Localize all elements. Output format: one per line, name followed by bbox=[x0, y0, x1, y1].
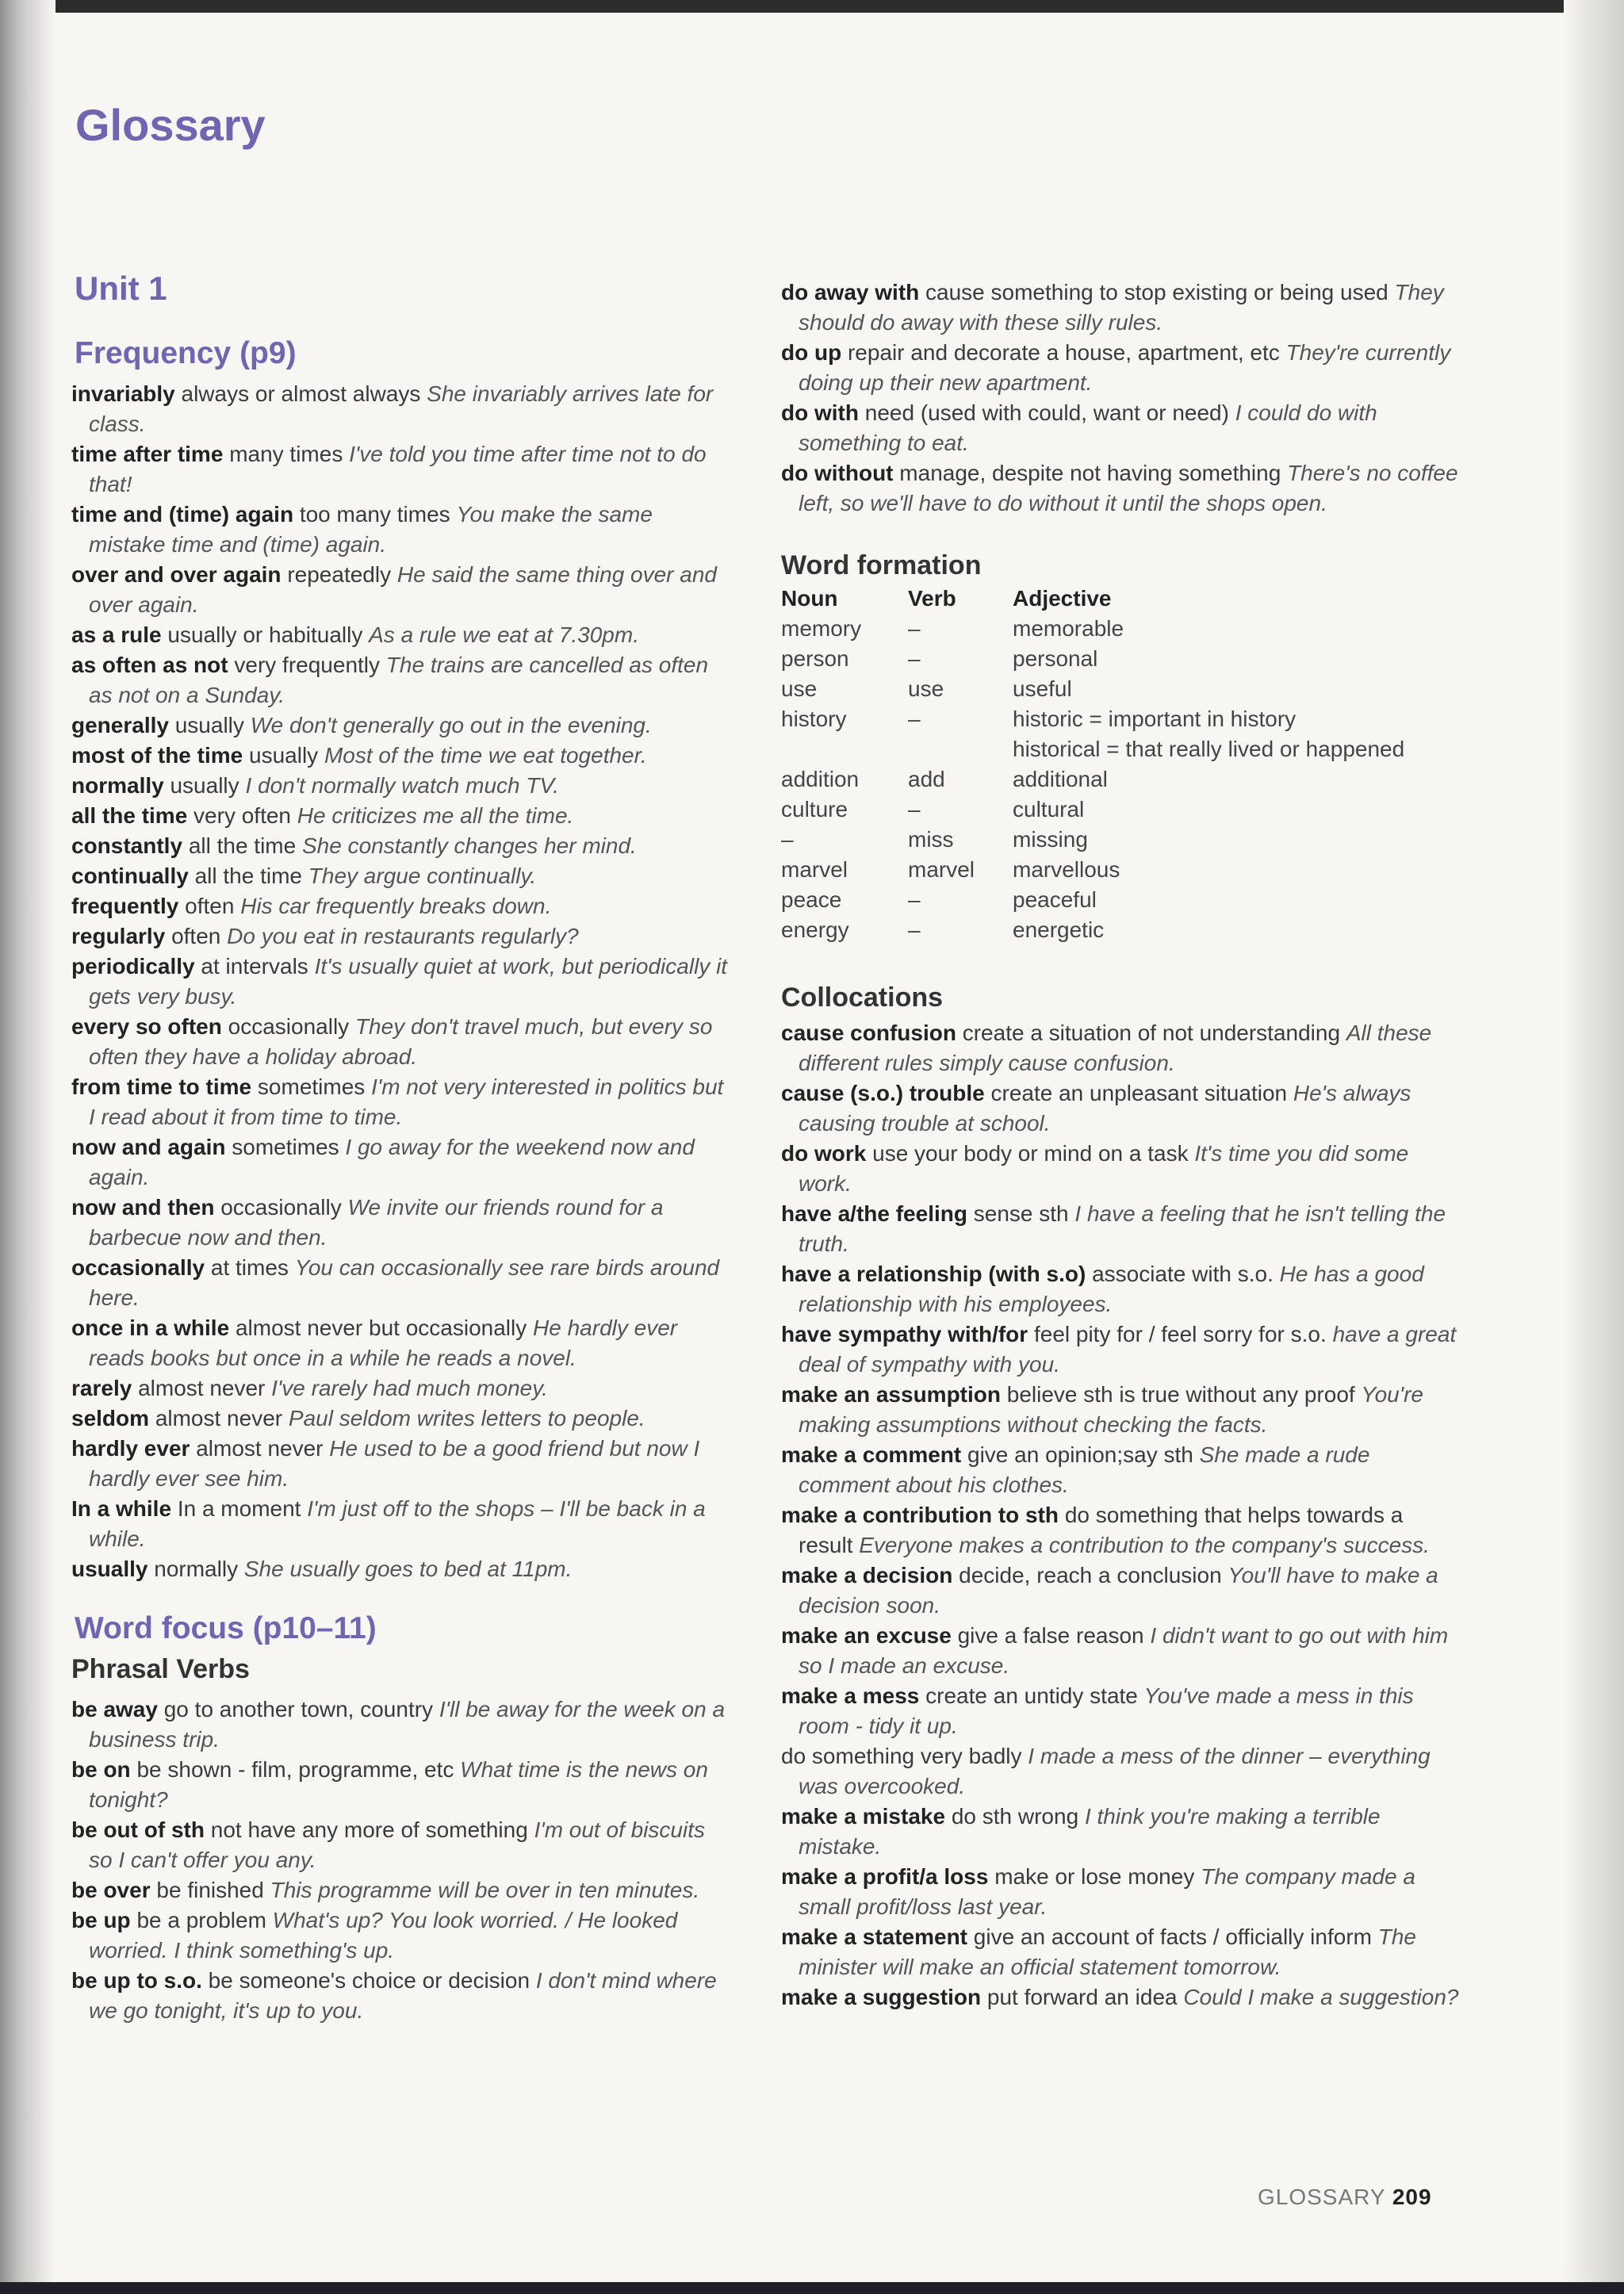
entry-example: It's usually quiet at work, but periodically it gets very busy. bbox=[89, 954, 728, 1009]
entry-example: This programme will be over in ten minutes. bbox=[270, 1878, 700, 1902]
entry-term: from time to time bbox=[71, 1074, 252, 1099]
verb-cell: – bbox=[908, 707, 921, 731]
entry-example: Most of the time we eat together. bbox=[324, 743, 647, 768]
entry-definition: give an account of facts / officially inform bbox=[973, 1924, 1372, 1949]
entry-term: usually bbox=[71, 1557, 148, 1581]
glossary-entry bbox=[71, 620, 730, 650]
frequency-heading: Frequency (p9) bbox=[75, 336, 297, 370]
page-title: Glossary bbox=[75, 100, 266, 150]
word-focus-heading: Word focus (p10–11) bbox=[75, 1611, 377, 1645]
entry-example: Paul seldom writes letters to people. bbox=[288, 1406, 645, 1430]
entry-example: He has a good relationship with his employees. bbox=[799, 1262, 1424, 1316]
glossary-entry bbox=[781, 1561, 1463, 1621]
entry-example: I have a feeling that he isn't telling the truth. bbox=[799, 1201, 1446, 1256]
entry-term: now and then bbox=[71, 1195, 215, 1220]
glossary-entry bbox=[71, 1755, 730, 1815]
collocations-heading: Collocations bbox=[781, 982, 944, 1013]
entry-example: He used to be a good friend but now I hardly ever see him. bbox=[89, 1436, 700, 1491]
entry-example: I don't mind where we go tonight, it's up to you. bbox=[89, 1968, 717, 2023]
entry-example: I could do with something to eat. bbox=[799, 400, 1377, 455]
entry-term: all the time bbox=[71, 803, 188, 828]
glossary-entry bbox=[71, 1494, 730, 1554]
glossary-entry bbox=[781, 398, 1463, 458]
entry-example: I'm out of biscuits so I can't offer you any. bbox=[89, 1817, 705, 1872]
entry-example: As a rule we eat at 7.30pm. bbox=[369, 622, 639, 647]
unit-heading: Unit 1 bbox=[75, 270, 167, 307]
entry-definition: not have any more of something bbox=[210, 1817, 528, 1842]
glossary-entry bbox=[781, 1802, 1463, 1862]
entry-example: We don't generally go out in the evening. bbox=[250, 713, 652, 737]
book-spine-shadow bbox=[0, 0, 56, 2294]
entry-term: seldom bbox=[71, 1406, 150, 1430]
glossary-entry bbox=[781, 458, 1463, 519]
glossary-entry bbox=[781, 1621, 1463, 1681]
noun-cell: history bbox=[781, 707, 847, 731]
glossary-entry bbox=[71, 1695, 730, 1755]
do-entries bbox=[781, 278, 1463, 519]
entry-term: cause (s.o.) trouble bbox=[781, 1081, 985, 1105]
entry-example: She made a rude comment about his clothes. bbox=[799, 1442, 1370, 1497]
entry-term: make a suggestion bbox=[781, 1985, 982, 2009]
glossary-entry bbox=[781, 1319, 1463, 1380]
entry-term: make a comment bbox=[781, 1442, 962, 1467]
entry-definition: believe sth is true without any proof bbox=[1006, 1382, 1355, 1407]
page-number: 209 bbox=[1392, 2185, 1432, 2209]
column-header-noun: Noun bbox=[781, 586, 838, 611]
entry-term: time and (time) again bbox=[71, 502, 294, 527]
entry-definition: sometimes bbox=[257, 1074, 366, 1099]
table-row bbox=[781, 616, 1457, 646]
entry-term: constantly bbox=[71, 833, 183, 858]
entry-definition: sense sth bbox=[973, 1201, 1069, 1226]
entry-definition: repeatedly bbox=[287, 562, 392, 587]
entry-definition: usually bbox=[249, 743, 319, 768]
table-row bbox=[781, 917, 1457, 948]
glossary-entry bbox=[781, 1922, 1463, 1982]
entry-definition: usually bbox=[174, 713, 244, 737]
glossary-entry bbox=[781, 1259, 1463, 1319]
entry-definition: repair and decorate a house, apartment, etc bbox=[847, 340, 1280, 365]
glossary-entry bbox=[781, 1018, 1463, 1078]
entry-definition: occasionally bbox=[220, 1195, 342, 1220]
glossary-entry bbox=[71, 1434, 730, 1494]
noun-cell: marvel bbox=[781, 857, 848, 882]
entry-term: make a mess bbox=[781, 1683, 920, 1708]
entry-definition: almost never bbox=[138, 1376, 266, 1400]
entry-definition: give an opinion;say sth bbox=[967, 1442, 1193, 1467]
entry-definition: give a false reason bbox=[957, 1623, 1144, 1648]
entry-term: make a contribution to sth bbox=[781, 1503, 1059, 1527]
entry-example: I've rarely had much money. bbox=[271, 1376, 548, 1400]
entry-example: Everyone makes a contribution to the company's success. bbox=[859, 1533, 1430, 1557]
glossary-entry bbox=[71, 741, 730, 771]
entry-example: They're currently doing up their new apartment. bbox=[799, 340, 1451, 395]
entry-definition: decide, reach a conclusion bbox=[959, 1563, 1222, 1587]
glossary-entry bbox=[781, 1380, 1463, 1440]
entry-term: have a relationship (with s.o) bbox=[781, 1262, 1086, 1286]
entry-definition: feel pity for / feel sorry for s.o. bbox=[1033, 1322, 1327, 1346]
page-top-edge bbox=[0, 0, 1624, 13]
entry-example: He hardly ever reads books but once in a while he reads a novel. bbox=[89, 1316, 678, 1370]
entry-definition: create a situation of not understanding bbox=[962, 1021, 1341, 1045]
glossary-entry bbox=[71, 921, 730, 952]
noun-cell: – bbox=[781, 827, 794, 852]
entry-example: I go away for the weekend now and again. bbox=[89, 1135, 695, 1189]
entry-term: every so often bbox=[71, 1014, 222, 1039]
entry-term: make a mistake bbox=[781, 1804, 946, 1829]
entry-term: do without bbox=[781, 461, 894, 485]
entry-example: You make the same mistake time and (time) again. bbox=[89, 502, 653, 557]
entry-term: be over bbox=[71, 1878, 151, 1902]
entry-example: I've told you time after time not to do that! bbox=[89, 442, 707, 496]
entry-example: There's no coffee left, so we'll have to do without it until the shops open. bbox=[799, 461, 1458, 515]
word-formation-table bbox=[781, 586, 1457, 948]
entry-definition: make or lose money bbox=[994, 1864, 1195, 1889]
glossary-entry bbox=[71, 1966, 730, 2026]
table-row bbox=[781, 707, 1457, 737]
noun-cell: use bbox=[781, 676, 818, 701]
entry-definition: create an untidy state bbox=[925, 1683, 1138, 1708]
entry-example: have a great deal of sympathy with you. bbox=[799, 1322, 1457, 1377]
collocation-entries bbox=[781, 1018, 1463, 2013]
glossary-entry bbox=[71, 1253, 730, 1313]
entry-example: I made a mess of the dinner – everything was overcooked. bbox=[799, 1744, 1431, 1798]
phrasal-verb-entries bbox=[71, 1695, 730, 2026]
verb-cell: – bbox=[908, 646, 921, 671]
verb-cell: add bbox=[908, 767, 945, 791]
glossary-entry bbox=[781, 278, 1463, 338]
glossary-entry bbox=[781, 1741, 1463, 1802]
adjective-cell: useful bbox=[1013, 676, 1072, 701]
verb-cell: – bbox=[908, 616, 921, 641]
adjective-cell: energetic bbox=[1013, 917, 1105, 942]
entry-definition: be someone's choice or decision bbox=[208, 1968, 530, 1993]
entry-example: I'm just off to the shops – I'll be back in a while. bbox=[89, 1496, 706, 1551]
entry-term: make an assumption bbox=[781, 1382, 1001, 1407]
glossary-entry bbox=[71, 1373, 730, 1404]
glossary-entry bbox=[71, 801, 730, 831]
entry-definition: occasionally bbox=[228, 1014, 350, 1039]
entry-example: I didn't want to go out with him so I made an excuse. bbox=[799, 1623, 1449, 1678]
entry-term: do work bbox=[781, 1141, 867, 1166]
adjective-cell: personal bbox=[1013, 646, 1098, 671]
entry-definition: too many times bbox=[299, 502, 450, 527]
verb-cell: – bbox=[908, 797, 921, 821]
verb-cell: – bbox=[908, 917, 921, 942]
adjective-cell: memorable bbox=[1013, 616, 1124, 641]
entry-definition: often bbox=[171, 924, 221, 948]
entry-term: periodically bbox=[71, 954, 195, 978]
adjective-cell: marvellous bbox=[1013, 857, 1120, 882]
table-row bbox=[781, 676, 1457, 707]
glossary-entry bbox=[781, 1078, 1463, 1139]
verb-cell: use bbox=[908, 676, 944, 701]
glossary-entry bbox=[781, 1681, 1463, 1741]
glossary-entry bbox=[71, 1875, 730, 1905]
adjective-cell: peaceful bbox=[1013, 887, 1097, 912]
entry-term: cause confusion bbox=[781, 1021, 956, 1045]
noun-cell: person bbox=[781, 646, 849, 671]
entry-definition: very frequently bbox=[234, 653, 381, 677]
page-right-edge bbox=[1564, 0, 1624, 2294]
entry-definition: often bbox=[185, 894, 235, 918]
glossary-entry bbox=[71, 952, 730, 1012]
entry-example: It's time you did some work. bbox=[799, 1141, 1409, 1196]
glossary-entry bbox=[781, 1440, 1463, 1500]
glossary-entry bbox=[781, 1982, 1463, 2013]
glossary-entry bbox=[71, 1313, 730, 1373]
entry-definition: almost never but occasionally bbox=[235, 1316, 527, 1340]
glossary-entry bbox=[71, 1404, 730, 1434]
entry-definition: sometimes bbox=[232, 1135, 339, 1159]
noun-cell: energy bbox=[781, 917, 849, 942]
glossary-entry bbox=[71, 650, 730, 710]
adjective-cell: missing bbox=[1013, 827, 1088, 852]
adjective-cell: additional bbox=[1013, 767, 1108, 791]
table-row bbox=[781, 767, 1457, 797]
noun-cell bbox=[781, 737, 908, 767]
entry-definition: many times bbox=[229, 442, 343, 466]
entry-term: be out of sth bbox=[71, 1817, 205, 1842]
entry-term: rarely bbox=[71, 1376, 132, 1400]
entry-definition: do sth wrong bbox=[951, 1804, 1079, 1829]
entry-example: They should do away with these silly rules. bbox=[799, 280, 1444, 335]
entry-example: The trains are cancelled as often as not on a Sunday. bbox=[89, 653, 709, 707]
adjective-cell: historical = that really lived or happened bbox=[1013, 737, 1405, 761]
verb-cell bbox=[908, 737, 1013, 767]
entry-example: Could I make a suggestion? bbox=[1183, 1985, 1459, 2009]
entry-example: They don't travel much, but every so often they have a holiday abroad. bbox=[89, 1014, 713, 1069]
entry-example: She usually goes to bed at 11pm. bbox=[243, 1557, 573, 1581]
entry-term: In a while bbox=[71, 1496, 172, 1521]
entry-term: make an excuse bbox=[781, 1623, 952, 1648]
entry-definition: usually or habitually bbox=[167, 622, 363, 647]
entry-example: They argue continually. bbox=[308, 864, 537, 888]
entry-definition: do something that helps towards a result bbox=[799, 1503, 1404, 1557]
entry-term: invariably bbox=[71, 381, 175, 406]
entry-definition: almost never bbox=[155, 1406, 283, 1430]
entry-term: do with bbox=[781, 400, 859, 425]
page-footer bbox=[1258, 2185, 1432, 2210]
footer-label: GLOSSARY bbox=[1258, 2185, 1386, 2209]
glossary-entry bbox=[71, 500, 730, 560]
noun-cell: culture bbox=[781, 797, 848, 821]
glossary-entry bbox=[71, 439, 730, 500]
column-header-verb: Verb bbox=[908, 586, 956, 611]
table-row bbox=[781, 646, 1457, 676]
entry-example: I'll be away for the week on a business trip. bbox=[89, 1697, 726, 1752]
table-row bbox=[781, 887, 1457, 917]
entry-definition: In a moment bbox=[177, 1496, 301, 1521]
entry-term: over and over again bbox=[71, 562, 282, 587]
entry-term: do away with bbox=[781, 280, 920, 304]
entry-definition: be shown - film, programme, etc bbox=[136, 1757, 454, 1782]
glossary-entry bbox=[71, 1072, 730, 1132]
phrasal-verbs-heading: Phrasal Verbs bbox=[71, 1654, 250, 1684]
entry-definition: be finished bbox=[156, 1878, 264, 1902]
entry-term: be away bbox=[71, 1697, 158, 1721]
entry-example: The minister will make an official statement tomorrow. bbox=[799, 1924, 1416, 1979]
entry-example: You'll have to make a decision soon. bbox=[799, 1563, 1438, 1618]
entry-definition: be a problem bbox=[136, 1908, 266, 1932]
entry-definition: cause something to stop existing or being used bbox=[925, 280, 1388, 304]
entry-definition: all the time bbox=[188, 833, 297, 858]
entry-definition: very often bbox=[193, 803, 291, 828]
entry-term: frequently bbox=[71, 894, 179, 918]
page-bottom-edge bbox=[0, 2282, 1624, 2294]
entry-example: She invariably arrives late for class. bbox=[89, 381, 714, 436]
entry-term: occasionally bbox=[71, 1255, 205, 1280]
entry-example: She constantly changes her mind. bbox=[302, 833, 637, 858]
right-column bbox=[781, 278, 1463, 2013]
table-row bbox=[781, 797, 1457, 827]
noun-cell: memory bbox=[781, 616, 862, 641]
glossary-entry bbox=[71, 379, 730, 439]
verb-cell: miss bbox=[908, 827, 954, 852]
entry-example: What time is the news on tonight? bbox=[89, 1757, 708, 1812]
adjective-cell: historic = important in history bbox=[1013, 707, 1297, 731]
glossary-entry bbox=[71, 1905, 730, 1966]
entry-example: Do you eat in restaurants regularly? bbox=[227, 924, 579, 948]
entry-definition: associate with s.o. bbox=[1092, 1262, 1274, 1286]
table-header-row bbox=[781, 586, 1457, 616]
entry-term: be up bbox=[71, 1908, 131, 1932]
entry-term: normally bbox=[71, 773, 164, 798]
glossary-entry bbox=[71, 771, 730, 801]
adjective-cell: cultural bbox=[1013, 797, 1085, 821]
entry-example: All these different rules simply cause confusion. bbox=[799, 1021, 1432, 1075]
entry-definition: almost never bbox=[196, 1436, 324, 1461]
entry-example: He said the same thing over and over again. bbox=[89, 562, 718, 617]
left-column bbox=[71, 270, 730, 2026]
entry-definition: create an unpleasant situation bbox=[990, 1081, 1288, 1105]
table-row bbox=[781, 737, 1457, 767]
entry-term: continually bbox=[71, 864, 189, 888]
verb-cell: – bbox=[908, 887, 921, 912]
entry-definition: at intervals bbox=[201, 954, 308, 978]
entry-term: time after time bbox=[71, 442, 224, 466]
entry-example: I don't normally watch much TV. bbox=[245, 773, 559, 798]
column-header-adjective: Adjective bbox=[1013, 586, 1112, 611]
entry-definition: need (used with could, want or need) bbox=[864, 400, 1229, 425]
glossary-entry bbox=[71, 861, 730, 891]
table-row bbox=[781, 827, 1457, 857]
glossary-entry bbox=[781, 1139, 1463, 1199]
glossary-entry bbox=[71, 1554, 730, 1584]
entry-definition: all the time bbox=[194, 864, 302, 888]
frequency-entries bbox=[71, 379, 730, 1584]
entry-definition: do something very badly bbox=[781, 1744, 1022, 1768]
glossary-entry bbox=[781, 338, 1463, 398]
entry-example: His car frequently breaks down. bbox=[240, 894, 552, 918]
entry-definition: always or almost always bbox=[181, 381, 421, 406]
entry-term: make a profit/a loss bbox=[781, 1864, 989, 1889]
entry-example: I think you're making a terrible mistake. bbox=[799, 1804, 1381, 1859]
glossary-entry bbox=[71, 1193, 730, 1253]
glossary-entry bbox=[71, 1012, 730, 1072]
entry-definition: manage, despite not having something bbox=[899, 461, 1281, 485]
entry-example: The company made a small profit/loss last year. bbox=[799, 1864, 1415, 1919]
entry-example: You can occasionally see rare birds around here. bbox=[89, 1255, 720, 1310]
entry-definition: go to another town, country bbox=[163, 1697, 434, 1721]
entry-definition: usually bbox=[170, 773, 239, 798]
entry-definition: normally bbox=[154, 1557, 239, 1581]
entry-term: as often as not bbox=[71, 653, 228, 677]
entry-term: do up bbox=[781, 340, 842, 365]
entry-term: once in a while bbox=[71, 1316, 230, 1340]
entry-definition: at times bbox=[210, 1255, 289, 1280]
entry-example: We invite our friends round for a barbecue now and then. bbox=[89, 1195, 664, 1250]
verb-cell: marvel bbox=[908, 857, 975, 882]
glossary-entry bbox=[71, 831, 730, 861]
glossary-entry bbox=[781, 1500, 1463, 1561]
word-formation-heading: Word formation bbox=[781, 550, 982, 580]
entry-example: He criticizes me all the time. bbox=[297, 803, 574, 828]
glossary-entry bbox=[781, 1199, 1463, 1259]
glossary-entry bbox=[71, 891, 730, 921]
entry-term: as a rule bbox=[71, 622, 162, 647]
entry-term: regularly bbox=[71, 924, 166, 948]
entry-example: You've made a mess in this room - tidy it up. bbox=[799, 1683, 1414, 1738]
entry-term: make a statement bbox=[781, 1924, 968, 1949]
entry-example: He's always causing trouble at school. bbox=[799, 1081, 1411, 1136]
glossary-entry bbox=[71, 710, 730, 741]
glossary-entry bbox=[71, 1815, 730, 1875]
entry-term: be on bbox=[71, 1757, 131, 1782]
entry-definition: put forward an idea bbox=[986, 1985, 1178, 2009]
entry-term: be up to s.o. bbox=[71, 1968, 202, 1993]
entry-term: hardly ever bbox=[71, 1436, 190, 1461]
entry-term: most of the time bbox=[71, 743, 243, 768]
noun-cell: addition bbox=[781, 767, 860, 791]
entry-term: have sympathy with/for bbox=[781, 1322, 1028, 1346]
glossary-entry bbox=[71, 1132, 730, 1193]
entry-term: have a/the feeling bbox=[781, 1201, 967, 1226]
entry-term: generally bbox=[71, 713, 169, 737]
entry-example: You're making assumptions without checking the facts. bbox=[799, 1382, 1423, 1437]
glossary-entry bbox=[781, 1862, 1463, 1922]
entry-term: make a decision bbox=[781, 1563, 953, 1587]
entry-term: now and again bbox=[71, 1135, 226, 1159]
entry-definition: use your body or mind on a task bbox=[872, 1141, 1189, 1166]
entry-example: What's up? You look worried. / He looked worried. I think something's up. bbox=[89, 1908, 678, 1963]
entry-example: I'm not very interested in politics but I read about it from time to time. bbox=[89, 1074, 724, 1129]
glossary-entry bbox=[71, 560, 730, 620]
table-row bbox=[781, 857, 1457, 887]
noun-cell: peace bbox=[781, 887, 842, 912]
